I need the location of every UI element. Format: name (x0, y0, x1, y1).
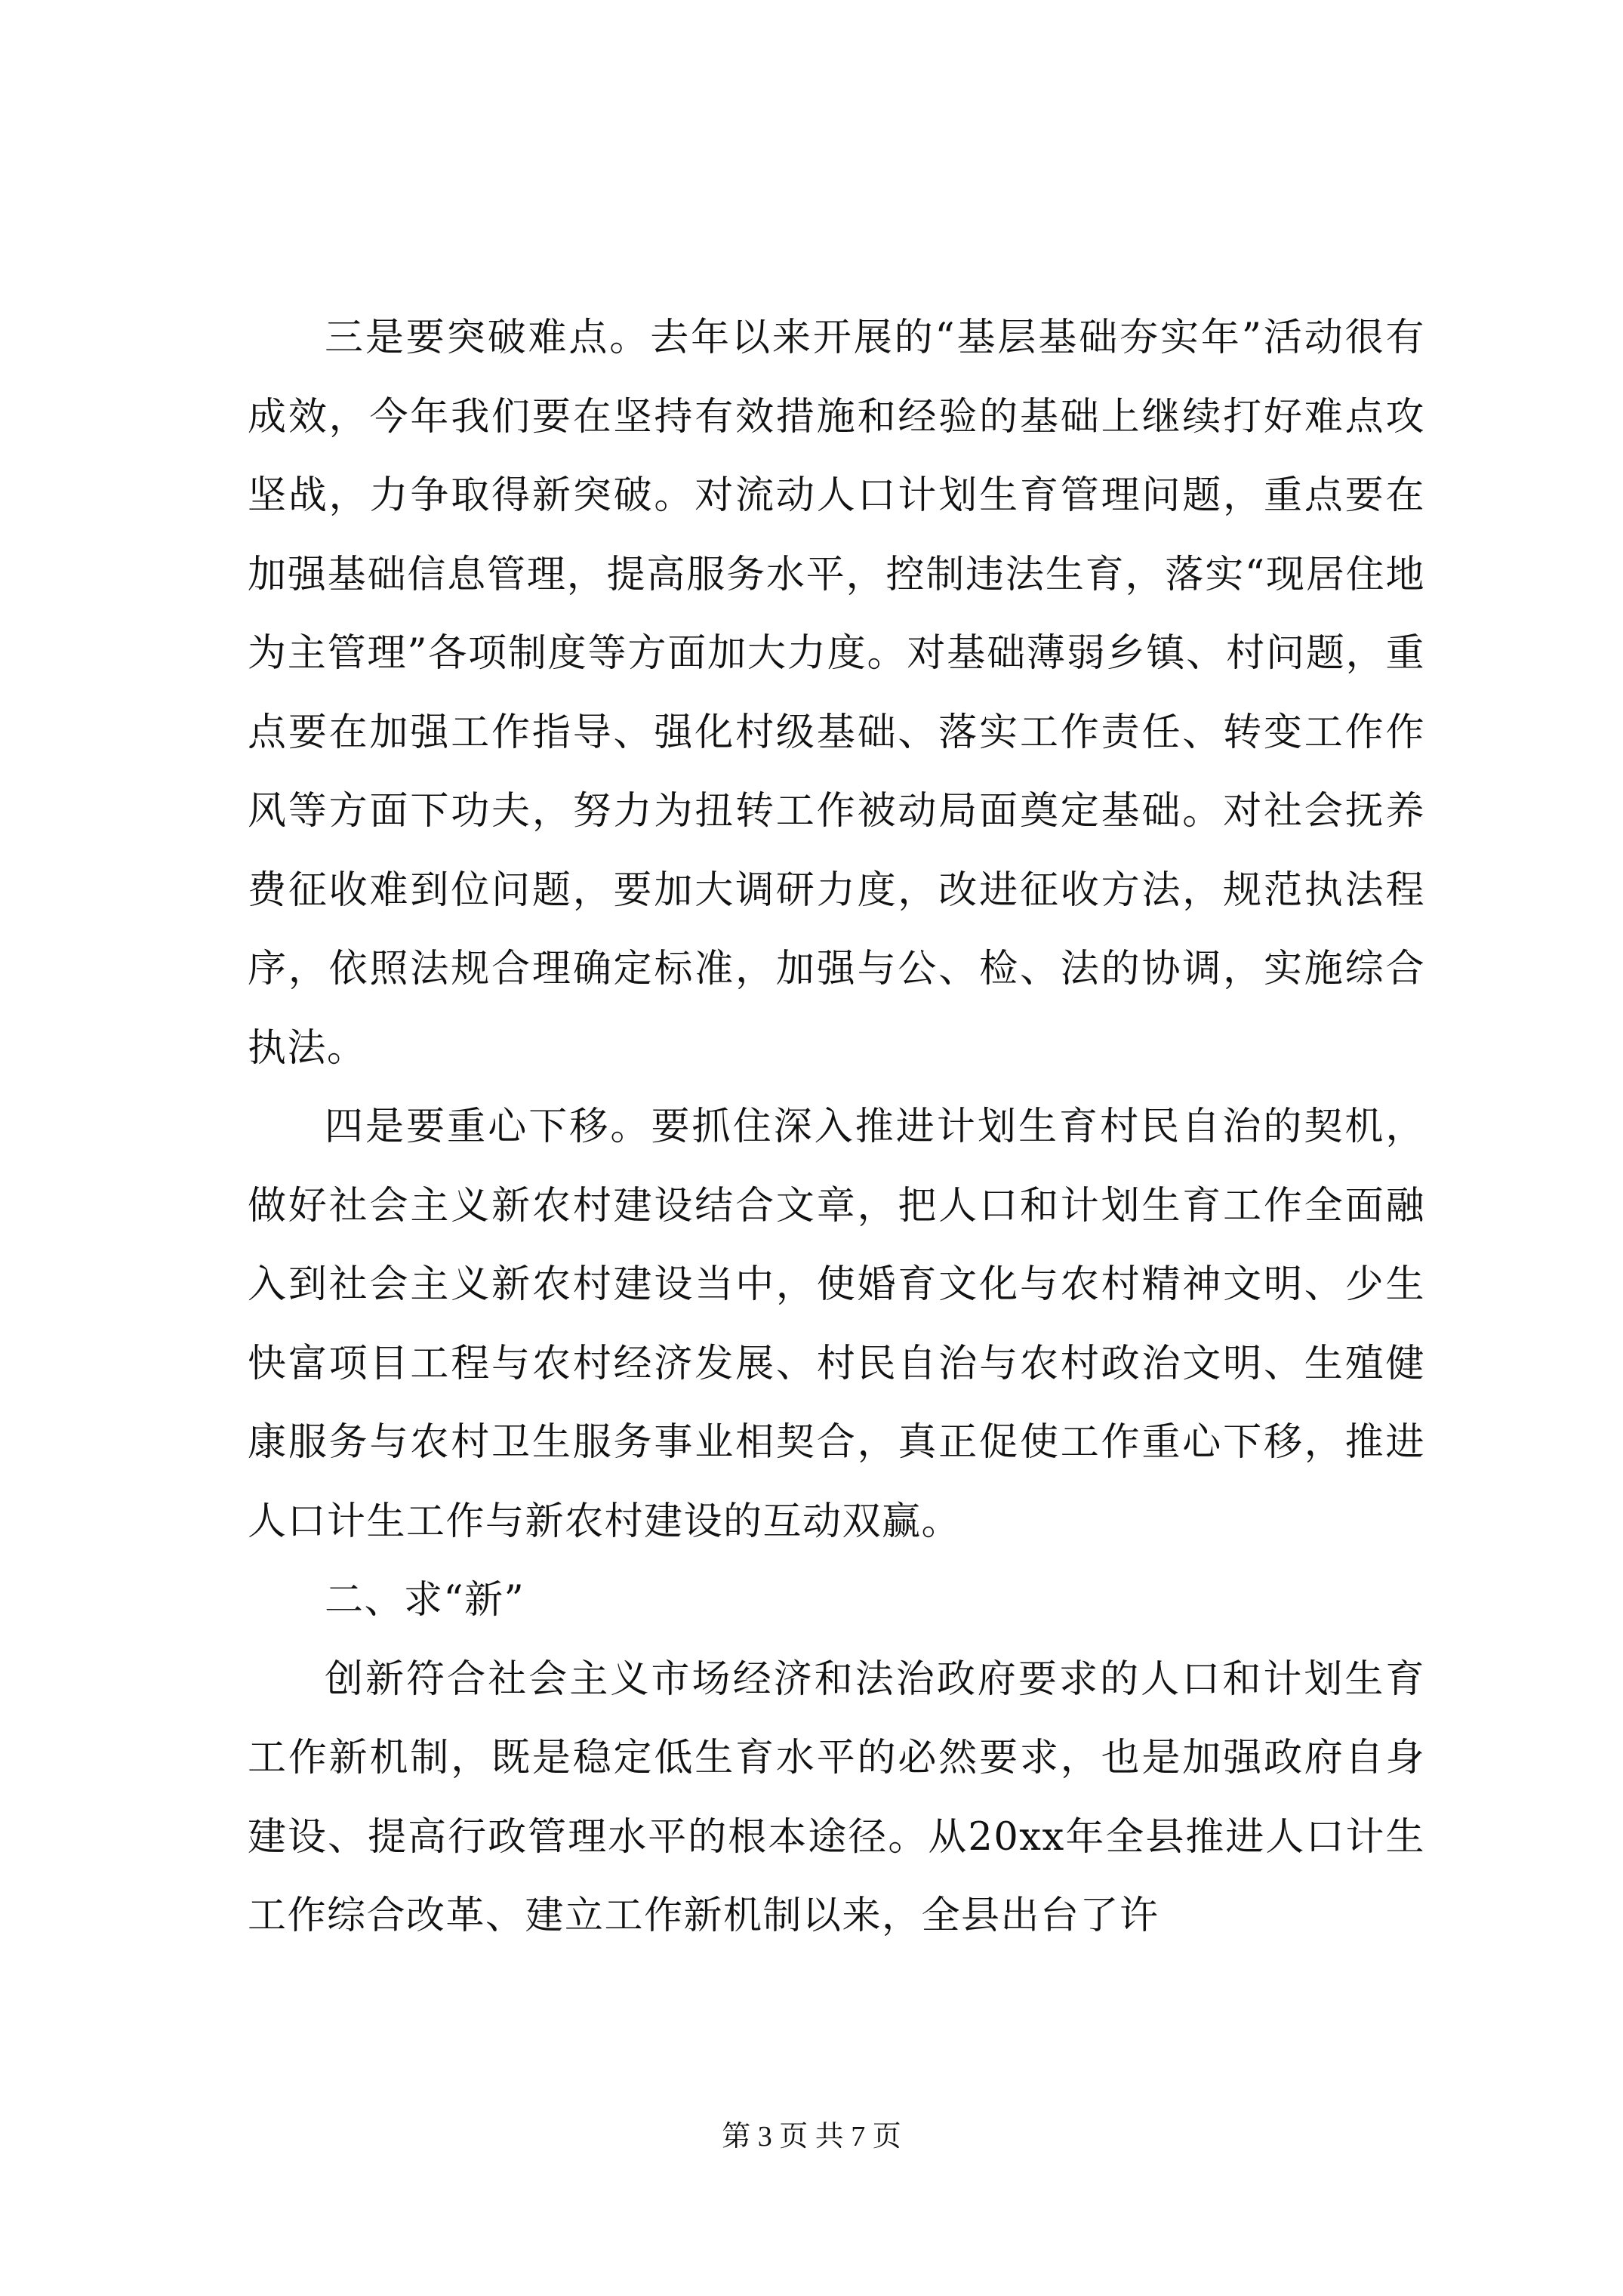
paragraph-breakthrough: 三是要突破难点。去年以来开展的“基层基础夯实年”活动很有成效，今年我们要在坚持有效措施和经验的基础上继续打好难点攻坚战，力争取得新突破。对流动人口计划生育管理问题，重点要在加强基础信息管理，提高服务水平，控制违法生育，落实“现居住地为主管理”各项制度等方面加大力度。对基础薄弱乡镇、村问题，重点要在加强工作指导、强化村级基础、落实工作责任、转变工作作风等方面下功夫，努力为扭转工作被动局面奠定基础。对社会抚养费征收难到位问题，要加大调研力度，改进征收方法，规范执法程序，依照法规合理确定标准，加强与公、检、法的协调，实施综合执法。 (248, 316, 1425, 1071)
document-body (248, 299, 1425, 1956)
paragraph-innovation: 创新符合社会主义市场经济和法治政府要求的人口和计划生育工作新机制，既是稳定低生育水平的必然要求，也是加强政府自身建设、提高行政管理水平的根本途径。从20xx年全县推进人口计生工作综合改革、建立工作新机制以来，全县出台了许 (248, 1657, 1425, 1938)
section-heading-new: 二、求“新” (325, 1578, 525, 1623)
paragraph-shift-focus: 四是要重心下移。要抓住深入推进计划生育村民自治的契机，做好社会主义新农村建设结合文章，把人口和计划生育工作全面融入到社会主义新农村建设当中，使婚育文化与农村精神文明、少生快富项目工程与农村经济发展、村民自治与农村政治文明、生殖健康服务与农村卫生服务事业相契合，真正促使工作重心下移，推进人口计生工作与新农村建设的互动双赢。 (248, 1105, 1425, 1544)
page-number-footer: 第 3 页 共 7 页 (722, 2121, 901, 2153)
